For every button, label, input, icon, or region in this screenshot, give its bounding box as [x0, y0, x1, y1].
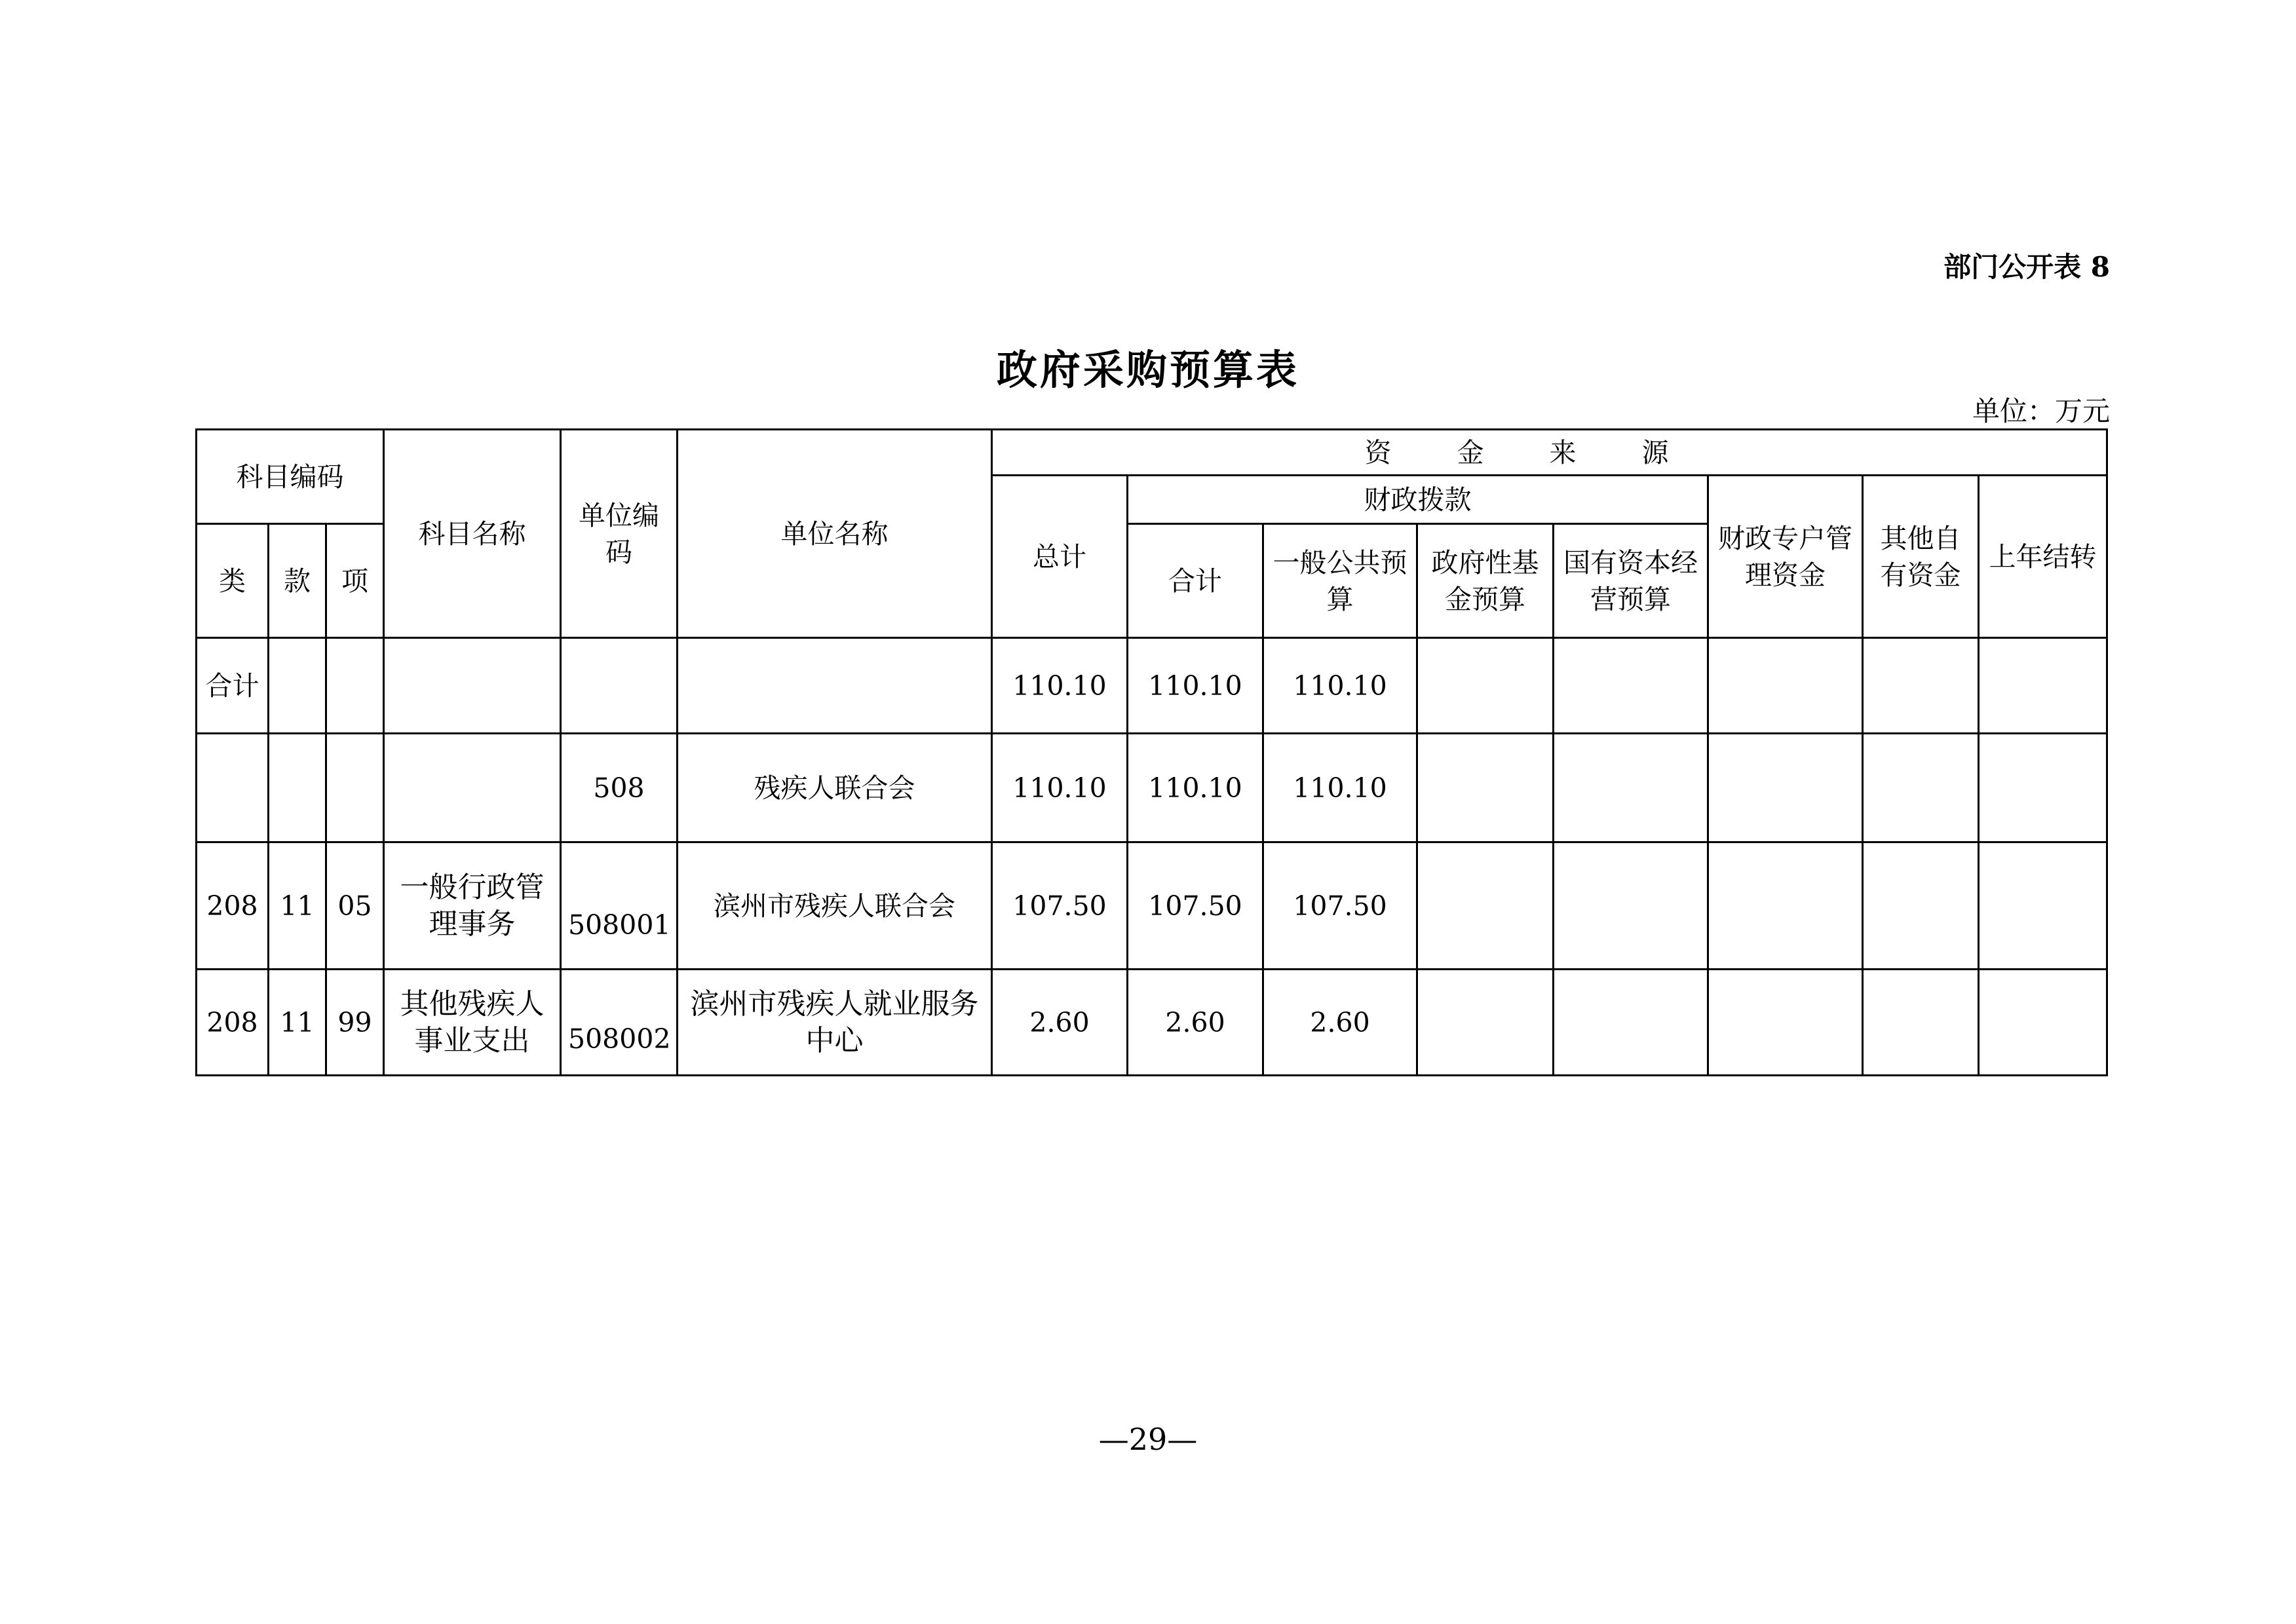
cell-xiang — [326, 734, 384, 842]
cell-kuan: 11 — [269, 970, 326, 1076]
header-prior-year-carryover: 上年结转 — [1979, 476, 2107, 638]
cell-state-capital — [1554, 842, 1708, 970]
cell-special-account — [1708, 734, 1863, 842]
cell-state-capital — [1554, 638, 1708, 734]
cell-lei — [197, 734, 269, 842]
header-subject-name: 科目名称 — [384, 430, 561, 638]
cell-unit-name: 残疾人联合会 — [678, 734, 992, 842]
table-row — [197, 734, 2107, 842]
cell-unit-code — [561, 638, 678, 734]
cell-subject-name — [384, 734, 561, 842]
cell-carryover — [1979, 842, 2107, 970]
header-kuan: 款 — [269, 524, 326, 638]
cell-subtotal: 2.60 — [1128, 970, 1263, 1076]
cell-kuan: 11 — [269, 842, 326, 970]
header-xiang: 项 — [326, 524, 384, 638]
cell-total: 110.10 — [992, 734, 1128, 842]
unit-label: 单位：万元 — [1972, 395, 2110, 427]
cell-other-own — [1863, 970, 1979, 1076]
cell-subject-name: 其他残疾人事业支出 — [384, 970, 561, 1076]
cell-xiang: 05 — [326, 842, 384, 970]
header-state-capital-budget: 国有资本经营预算 — [1554, 524, 1708, 638]
cell-carryover — [1979, 970, 2107, 1076]
cell-unit-code: 508001 — [561, 842, 678, 970]
cell-special-account — [1708, 842, 1863, 970]
table-row — [197, 842, 2107, 970]
header-total: 总计 — [992, 476, 1128, 638]
cell-subject-name — [384, 638, 561, 734]
cell-total: 2.60 — [992, 970, 1128, 1076]
table-row — [197, 638, 2107, 734]
page-title: 政府采购预算表 — [996, 346, 1299, 394]
cell-subtotal: 107.50 — [1128, 842, 1263, 970]
cell-xiang — [326, 638, 384, 734]
cell-unit-code: 508002 — [561, 970, 678, 1076]
header-unit-name: 单位名称 — [678, 430, 992, 638]
header-subject-code: 科目编码 — [197, 430, 384, 524]
cell-other-own — [1863, 734, 1979, 842]
header-fiscal-appropriation: 财政拨款 — [1128, 476, 1708, 524]
cell-kuan — [269, 638, 326, 734]
form-number: 部门公开表 8 — [1943, 251, 2110, 283]
header-general-public-budget: 一般公共预算 — [1263, 524, 1417, 638]
cell-unit-name: 滨州市残疾人联合会 — [678, 842, 992, 970]
cell-general: 110.10 — [1263, 734, 1417, 842]
cell-carryover — [1979, 734, 2107, 842]
cell-gov-fund — [1417, 970, 1554, 1076]
page-number: —29— — [1098, 1422, 1198, 1457]
cell-general: 107.50 — [1263, 842, 1417, 970]
cell-state-capital — [1554, 970, 1708, 1076]
cell-unit-code: 508 — [561, 734, 678, 842]
cell-general: 110.10 — [1263, 638, 1417, 734]
header-fiscal-special-account: 财政专户管理资金 — [1708, 476, 1863, 638]
cell-gov-fund — [1417, 638, 1554, 734]
cell-total: 107.50 — [992, 842, 1128, 970]
header-unit-code: 单位编码 — [561, 430, 678, 638]
header-subtotal: 合计 — [1128, 524, 1263, 638]
header-other-own-funds: 其他自有资金 — [1863, 476, 1979, 638]
cell-subtotal: 110.10 — [1128, 734, 1263, 842]
cell-carryover — [1979, 638, 2107, 734]
cell-kuan — [269, 734, 326, 842]
cell-xiang: 99 — [326, 970, 384, 1076]
cell-unit-name — [678, 638, 992, 734]
header-gov-fund-budget: 政府性基金预算 — [1417, 524, 1554, 638]
procurement-budget-table — [195, 428, 2108, 1076]
cell-gov-fund — [1417, 734, 1554, 842]
cell-other-own — [1863, 842, 1979, 970]
cell-subtotal: 110.10 — [1128, 638, 1263, 734]
cell-special-account — [1708, 970, 1863, 1076]
cell-gov-fund — [1417, 842, 1554, 970]
cell-unit-name: 滨州市残疾人就业服务中心 — [678, 970, 992, 1076]
cell-general: 2.60 — [1263, 970, 1417, 1076]
cell-state-capital — [1554, 734, 1708, 842]
header-fund-source: 资金来源 — [992, 430, 2107, 476]
cell-subject-name: 一般行政管理事务 — [384, 842, 561, 970]
cell-lei: 208 — [197, 842, 269, 970]
cell-lei: 合计 — [197, 638, 269, 734]
cell-other-own — [1863, 638, 1979, 734]
cell-special-account — [1708, 638, 1863, 734]
cell-total: 110.10 — [992, 638, 1128, 734]
table-row — [197, 970, 2107, 1076]
cell-lei: 208 — [197, 970, 269, 1076]
header-lei: 类 — [197, 524, 269, 638]
